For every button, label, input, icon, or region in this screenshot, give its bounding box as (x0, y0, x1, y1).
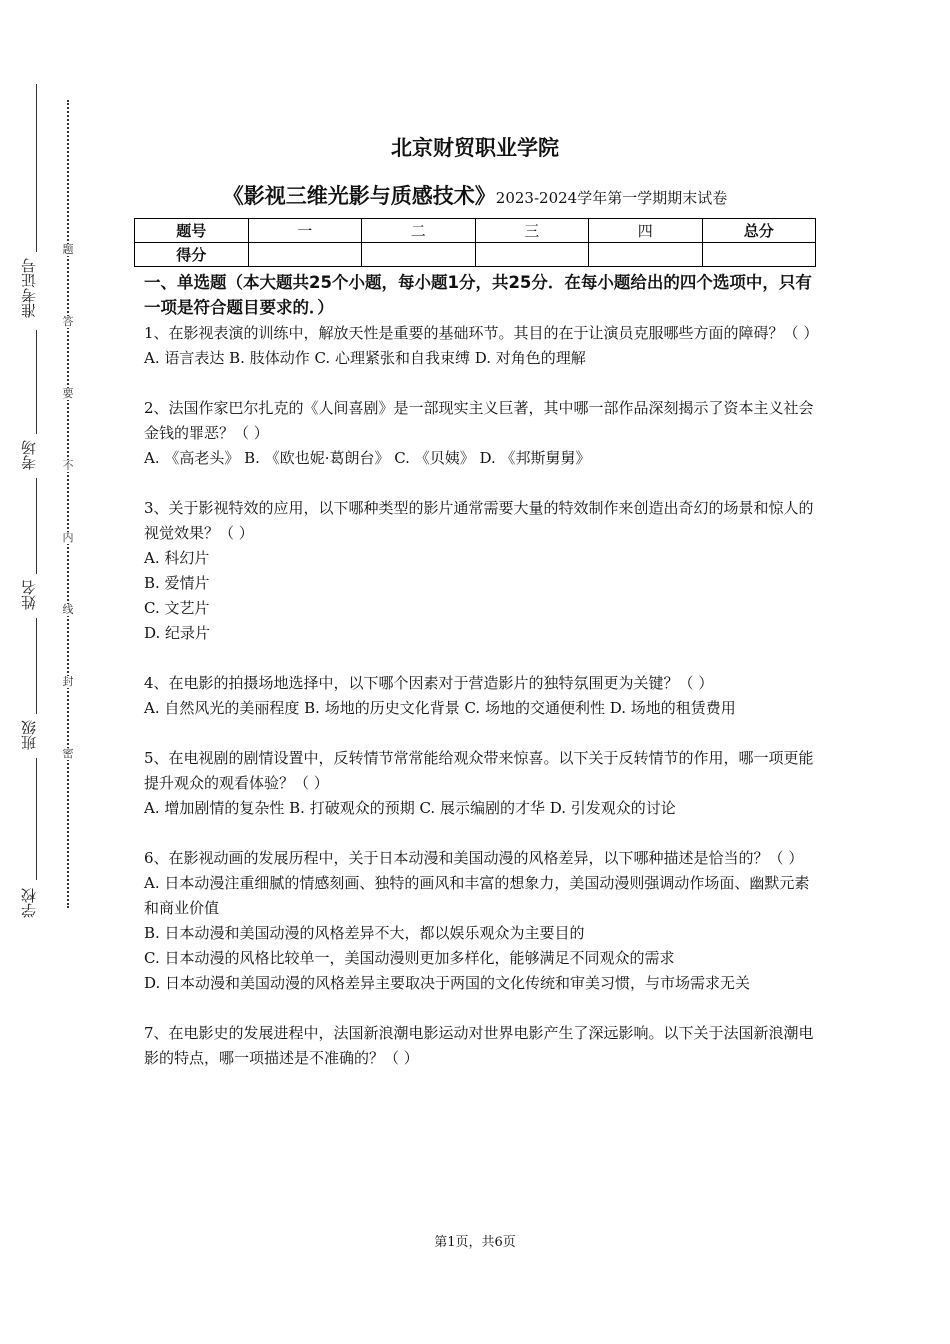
score-table-cell: 题号 (135, 219, 249, 243)
question-stem: 4、在电影的拍摄场地选择中，以下哪个因素对于营造影片的独特氛围更为关键？（ ） (144, 674, 714, 692)
seal-char: 密 (62, 747, 74, 760)
answer-option: B. 日本动漫和美国动漫的风格差异不大，都以娱乐观众为主要目的 (144, 924, 585, 942)
question-list (144, 321, 819, 1071)
answer-option: C. 文艺片 (144, 599, 210, 617)
score-input-cell[interactable] (589, 243, 703, 267)
page-footer: 第1页，共6页 (434, 1235, 516, 1250)
binding-line (36, 330, 37, 434)
question-item (144, 321, 819, 371)
question-item (144, 746, 816, 821)
exam-room-label: 考场 (20, 440, 38, 470)
answer-option: A. 自然风光的美丽程度 B. 场地的历史文化背景 C. 场地的交通便利性 D. 场地的租赁费用 (144, 699, 736, 717)
score-table-cell: 三 (475, 219, 589, 243)
question-stem: 2、法国作家巴尔扎克的《人间喜剧》是一部现实主义巨著，其中哪一部作品深刻揭示了资本主义社会金钱的罪恶？（ ） (144, 399, 814, 442)
answer-option: A. 增加剧情的复杂性 B. 打破观众的预期 C. 展示编剧的才华 D. 引发观众的讨论 (144, 799, 676, 817)
score-table-cell: 总分 (702, 219, 816, 243)
school-name: 北京财贸职业学院 (391, 136, 559, 160)
name-label: 姓名 (20, 580, 38, 610)
answer-option: B. 爱情片 (144, 574, 210, 592)
binding-line (36, 758, 37, 880)
question-item (144, 496, 816, 646)
binding-line (36, 84, 37, 252)
seal-char: 内 (62, 531, 74, 544)
binding-line (36, 478, 37, 574)
answer-option: A. 日本动漫注重细腻的情感刻画、独特的画风和丰富的想象力，美国动漫则强调动作场面、幽默元素和商业价值 (144, 874, 810, 917)
exam-title (0, 180, 950, 210)
answer-option: D. 纪录片 (144, 624, 211, 642)
seal-char: 不 (62, 459, 74, 472)
seal-char: 要 (62, 387, 74, 400)
question-item (144, 671, 816, 721)
question-item (144, 1021, 816, 1071)
binding-line (36, 618, 37, 714)
score-input-cell[interactable] (248, 243, 362, 267)
score-table-score-row (135, 243, 816, 267)
score-input-cell[interactable] (702, 243, 816, 267)
score-table-cell: 得分 (135, 243, 249, 267)
score-table-cell: 二 (362, 219, 476, 243)
question-stem: 3、关于影视特效的应用，以下哪种类型的影片通常需要大量的特效制作来创造出奇幻的场景和惊人的视觉效果？（ ） (144, 499, 814, 542)
score-input-cell[interactable] (475, 243, 589, 267)
answer-option: A. 《高老头》 B. 《欧也妮·葛朗台》 C. 《贝姨》 D. 《邦斯舅舅》 (144, 449, 591, 467)
seal-dotted-line (67, 100, 69, 908)
seal-char: 封 (62, 675, 74, 688)
question-stem: 7、在电影史的发展进程中，法国新浪潮电影运动对世界电影产生了深远影响。以下关于法国新浪潮电影的特点，哪一项描述是不准确的？（ ） (144, 1024, 814, 1067)
answer-option: C. 日本动漫的风格比较单一，美国动漫则更加多样化，能够满足不同观众的需求 (144, 949, 675, 967)
question-item (144, 396, 816, 471)
question-stem: 6、在影视动画的发展历程中，关于日本动漫和美国动漫的风格差异，以下哪种描述是恰当的？（ ） (144, 849, 804, 867)
seal-char: 题 (62, 243, 74, 256)
seal-char: 答 (62, 315, 74, 328)
school-label: 学校 (20, 888, 38, 918)
score-table (134, 218, 816, 267)
class-label: 班级 (20, 720, 38, 750)
question-stem: 5、在电视剧的剧情设置中，反转情节常常能给观众带来惊喜。以下关于反转情节的作用，哪一项更能提升观众的观看体验？（ ） (144, 749, 814, 792)
answer-option: A. 语言表达 B. 肢体动作 C. 心理紧张和自我束缚 D. 对角色的理解 (144, 349, 586, 367)
admission-number-label: 准考证号 (20, 258, 38, 318)
section-heading: 一、单选题（本大题共25个小题，每小题1分，共25分．在每小题给出的四个选项中，只有一项是符合题目要求的．） (144, 273, 812, 317)
exam-content (144, 270, 819, 1096)
score-table-header-row (135, 219, 816, 243)
score-table-cell: 一 (248, 219, 362, 243)
term-title: 2023-2024学年第一学期期末试卷 (495, 189, 728, 207)
question-item (144, 846, 816, 996)
seal-char: 线 (62, 603, 74, 616)
score-input-cell[interactable] (362, 243, 476, 267)
answer-option: A. 科幻片 (144, 549, 210, 567)
question-stem: 1、在影视表演的训练中，解放天性是重要的基础环节。其目的在于让演员克服哪些方面的障碍？（ ） (144, 324, 819, 342)
score-table-cell: 四 (589, 219, 703, 243)
course-title: 《影视三维光影与质感技术》 (222, 184, 496, 208)
answer-option: D. 日本动漫和美国动漫的风格差异主要取决于两国的文化传统和审美习惯，与市场需求无关 (144, 974, 751, 992)
